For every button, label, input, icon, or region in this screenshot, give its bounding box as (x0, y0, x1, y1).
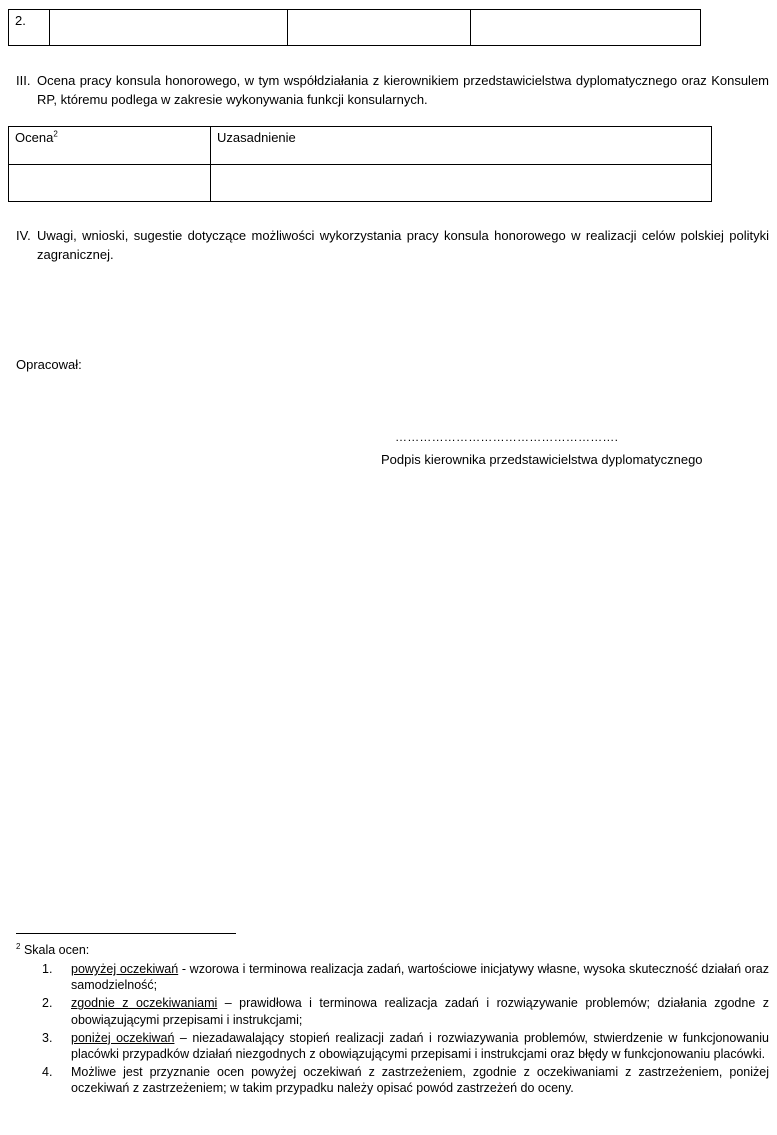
list-item: 4. Możliwe jest przyznanie ocen powyżej oczekiwań z zastrzeżeniem, zgodnie z oczekiwaniami z zastrzeżeniem, poniżej oczekiwań z zastrzeżeniem; w takim przypadku należy opisać powód zastrzeżeń do oceny. (42, 1065, 769, 1096)
section-3 (16, 71, 769, 109)
scale-term: powyżej oczekiwań (71, 962, 179, 976)
section-4-text: Uwagi, wnioski, sugestie dotyczące możliwości wykorzystania pracy konsula honorowego w realizacji celów polskiej polityki zagranicznej. (37, 228, 769, 262)
row-number-cell (9, 10, 50, 46)
footnote-title-text: Skala ocen: (23, 943, 90, 957)
rating-value-cell (9, 165, 211, 202)
section-4 (16, 226, 769, 264)
signature-dots: ………………………………………………. (395, 430, 619, 444)
empty-cell (288, 10, 471, 46)
rating-header-cell (9, 127, 211, 165)
row-number: 2. (15, 13, 26, 28)
top-table (8, 9, 701, 46)
empty-cell (471, 10, 701, 46)
signature-caption: Podpis kierownika przedstawicielstwa dyplomatycznego (381, 452, 703, 467)
list-item: 3. poniżej oczekiwań – niezadawalający stopień realizacji zadań i rozwiazywania problemów, stwierdzenie w funkcjonowaniu placówki przypadków działań niezgodnych z obowiązującymi przepisami i instrukcjami oraz błędy w funkcjonowaniu placówki. (42, 1030, 769, 1062)
justification-header-cell (211, 127, 712, 165)
justification-header: Uzasadnienie (217, 130, 296, 145)
prepared-by: Opracował: (16, 357, 82, 372)
empty-cell (50, 10, 288, 46)
footnote-ref[interactable]: 2 (53, 129, 58, 139)
rating-table (8, 126, 712, 202)
scale-term: poniżej oczekiwań (71, 1030, 175, 1045)
footnote-title (16, 943, 89, 957)
justification-value-cell (211, 165, 712, 202)
footnote-list (16, 961, 769, 1097)
footnote-separator (16, 933, 236, 934)
list-item: 2. zgodnie z oczekiwaniami – prawidłowa i terminowa realizacja zadań i rozwiązywanie problemów; działania zgodne z obowiązującymi przepisami i instrukcjami; (42, 996, 769, 1027)
rating-header: Ocena (15, 130, 54, 145)
section-3-number: III. (16, 73, 31, 88)
scale-term: zgodnie z oczekiwaniami (71, 996, 218, 1011)
section-4-number: IV. (16, 228, 31, 243)
list-item: 1. powyżej oczekiwań - wzorowa i terminowa realizacja zadań, wartościowe inicjatywy własne, wysoka skuteczność działań oraz samodzielność; (42, 962, 770, 993)
section-3-text: Ocena pracy konsula honorowego, w tym współdziałania z kierownikiem przedstawicielstwa dyplomatycznego oraz Konsulem RP, któremu podlega w zakresie wykonywania funkcji konsularnych. (37, 73, 769, 107)
footnote-marker: 2 (16, 941, 21, 951)
